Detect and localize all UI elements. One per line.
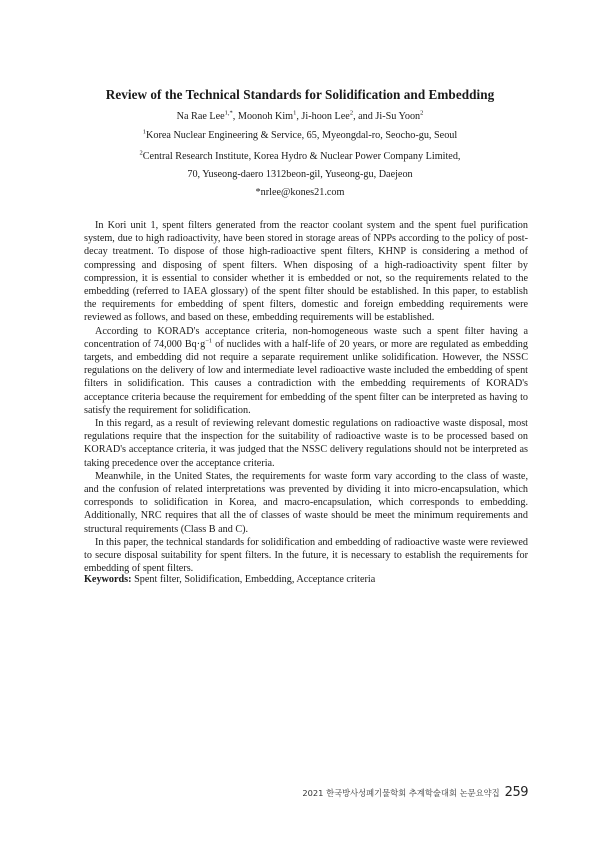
affiliation-text: Korea Nuclear Engineering & Service, 65, Myeongdal-ro, Seocho-gu, Seoul xyxy=(146,130,458,141)
proceedings-title: 2021 한국방사성폐기물학회 추계학술대회 논문요약집 xyxy=(302,788,500,798)
author-affiliation-mark: 1,* xyxy=(224,109,233,117)
abstract-paragraph: In this paper, the technical standards for solidification and embedding of radioactive waste were reviewed to secure disposal suitability for spent filters. In the future, it is necessary to establish the requirements for embedding of spent filters. xyxy=(84,536,528,575)
abstract-text: According to KORAD's acceptance criteria, non-homogeneous waste such a spent filter having a concentration of 74,000 Bq·g xyxy=(84,325,528,350)
keywords-value: Spent filter, Solidification, Embedding, Acceptance criteria xyxy=(131,574,376,585)
abstract-paragraph: In Kori unit 1, spent filters generated from the reactor coolant system and the spent fuel purification system, due to high radioactivity, have been stored in storage areas of NPPs according to the policy of post-decay treatment. To dispose of those high-radioactive spent filters, KHNP is considering a method of compressing and disposing of spent filters. When disposing of a high-radioactivity spent filter by compression, it is essential to consider whether it is embedded or not, so the requirements related to the embedding (referred to IAEA glossary) of the spent filter should be established. In this paper, to establish the requirements for embedding of spent filters, domestic and foreign embedding requirements were reviewed as follows, and based on these, embedding requirements will be established. xyxy=(84,220,528,324)
keywords-label: Keywords: xyxy=(84,574,132,585)
author-separator: , xyxy=(232,111,238,122)
corresponding-email: *nrlee@kones21.com xyxy=(255,187,345,198)
author-name: Ji-Su Yoon xyxy=(375,111,421,122)
author-name: Na Rae Lee xyxy=(176,111,225,122)
abstract-paragraph: In this regard, as a result of reviewing relevant domestic regulations on radioactive waste disposal, most regulations require that the inspection for the suitability of radioactive waste is to be processed based on KORAD's acceptance criteria, it was judged that the NSSC delivery regulations should not be interpreted as taking precedence over the acceptance criteria. xyxy=(84,418,528,469)
abstract-text: of nuclides with a half-life of 20 years, or more are regulated as embedding targets, and embedding did not require a separate requirement unlike solidification. However, the NSSC regulations on the delivery of low and intermediate level radioactive waste included the embedding of spent filters in solidification. This causes a contradiction with the embedding requirements of KORAD's acceptance criteria because the requirement for embedding of the spent filter can be interpreted as having to satisfy the requirement for solidification. xyxy=(84,338,528,416)
author-name: Moonoh Kim xyxy=(237,111,294,122)
paper-title: Review of the Technical Standards for Solidification and Embedding xyxy=(105,87,495,102)
author-name: Ji-hoon Lee xyxy=(301,111,350,122)
author-affiliation-mark: 2 xyxy=(349,109,354,117)
abstract-paragraph xyxy=(84,325,528,417)
author-separator: , and xyxy=(353,111,376,122)
affiliation-mark: 1 xyxy=(142,128,147,136)
page-number: 259 xyxy=(504,785,528,800)
affiliation-text: Central Research Institute, Korea Hydro & Nuclear Power Company Limited, xyxy=(142,151,461,162)
author-affiliation-mark: 2 xyxy=(420,109,424,117)
affiliation-2-line-2: 70, Yuseong-daero 1312beon-gil, Yuseong-gu, Daejeon xyxy=(187,169,413,180)
author-affiliation-mark: 1 xyxy=(293,109,297,117)
unit-exponent: −1 xyxy=(205,337,213,345)
affiliation-2 xyxy=(60,151,540,162)
affiliation-mark: 2 xyxy=(139,149,143,157)
affiliation-1 xyxy=(60,130,540,141)
author-separator: , xyxy=(296,111,302,122)
author-list xyxy=(60,111,540,122)
abstract-paragraph: Meanwhile, in the United States, the requirements for waste form vary according to the class of waste, and the confusion of related interpretations was prevented by dividing it into micro-encapsulation, which corresponds to solidification in Korea, and macro-encapsulation, which corresponds to embedding. Additionally, NRC requires that all the of classes of waste should be meet the minimum requirements and structural requirements (Class B and C). xyxy=(84,470,528,535)
keywords xyxy=(84,574,528,585)
abstract-body xyxy=(84,219,528,575)
page-footer xyxy=(302,785,528,800)
